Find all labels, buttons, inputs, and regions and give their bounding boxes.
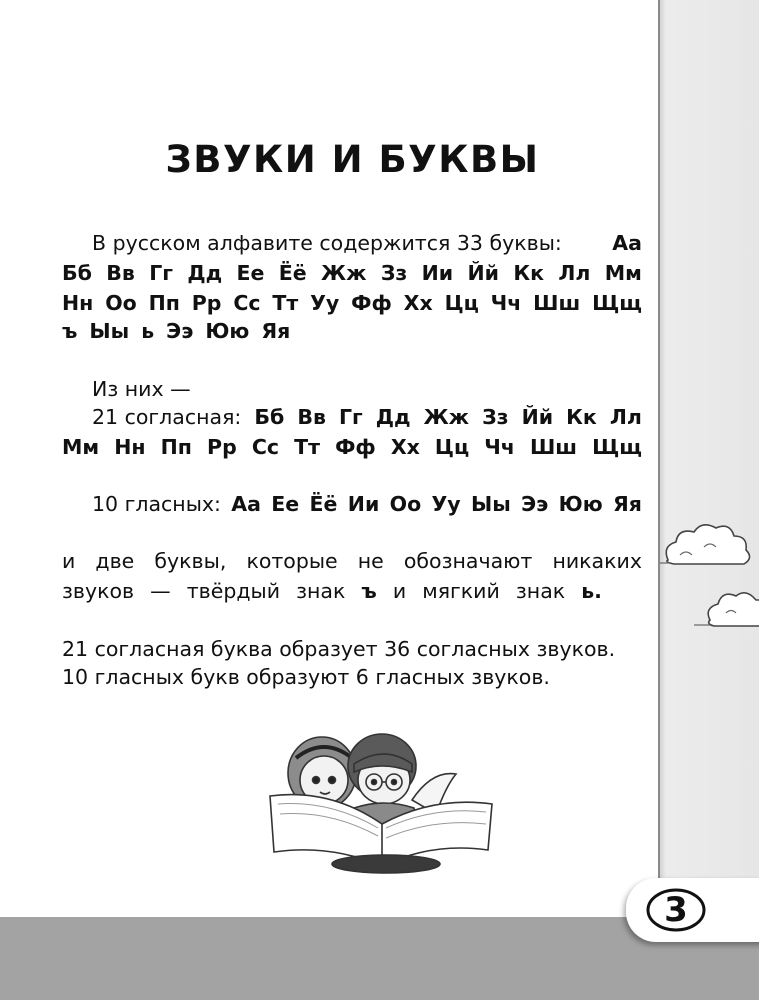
letter-pair: ь <box>141 319 155 343</box>
letter-pair: Чч <box>484 435 515 459</box>
children-reading-illustration <box>262 728 502 878</box>
letter-pair: Зз <box>380 261 408 285</box>
letter-pair: Уу <box>310 291 340 315</box>
letter-pair: Уу <box>431 492 461 516</box>
letter-pair: Рр <box>207 435 237 459</box>
word: — <box>150 579 171 603</box>
letter-pair: Щщ <box>592 435 642 459</box>
word: и <box>392 579 407 603</box>
letter-pair: Ээ <box>521 492 549 516</box>
letter-pair: Гг <box>338 405 363 429</box>
hard-sign: ъ <box>361 579 377 603</box>
letter-pair: Бб <box>254 405 285 429</box>
letter-pair: Дд <box>375 405 411 429</box>
letter-pair: Рр <box>191 291 222 315</box>
letter-pair: Оо <box>105 291 137 315</box>
letter-pair: Мм <box>62 435 100 459</box>
intro-line-3 <box>62 288 642 318</box>
letter-pair: Ее <box>236 261 265 285</box>
letter-pair: Шш <box>529 435 578 459</box>
letter-pair: Кк <box>566 405 597 429</box>
intro-line-1 <box>92 228 642 258</box>
letter-pair: Жж <box>423 405 470 429</box>
letter-pair: ъ <box>62 319 78 343</box>
letter-pair: Оо <box>389 492 422 516</box>
word: звуков <box>62 579 135 603</box>
word: которые <box>246 549 338 573</box>
letter-pair: Сс <box>233 291 261 315</box>
consonants-label: 21 согласная: <box>92 405 242 429</box>
letter-pair: Аа <box>612 231 642 255</box>
letter-pair: Фф <box>351 291 392 315</box>
word: никаких <box>552 549 642 573</box>
letter-pair: Ыы <box>471 492 511 516</box>
word: буквы, <box>154 549 227 573</box>
letter-pair: Лл <box>609 405 642 429</box>
letter-pair: Дд <box>187 261 223 285</box>
letter-pair: Бб <box>62 261 92 285</box>
letter-pair: Жж <box>320 261 367 285</box>
letter-pair: Кк <box>513 261 545 285</box>
side-strip <box>658 0 759 1000</box>
letter-pair: Йй <box>521 405 554 429</box>
word: твёрдый <box>186 579 281 603</box>
letter-pair: Тт <box>272 291 299 315</box>
letter-pair: Пп <box>160 435 192 459</box>
word: мягкий <box>422 579 500 603</box>
letter-pair: Щщ <box>592 291 642 315</box>
soft-sign: ь. <box>581 579 602 603</box>
word: и <box>62 549 76 573</box>
consonants-line-2 <box>62 432 642 462</box>
letter-pair: Ее <box>271 492 300 516</box>
vowels-label: 10 гласных: <box>92 492 221 516</box>
letter-pair: Вв <box>297 405 326 429</box>
word: знак <box>296 579 346 603</box>
intro-text: В русском алфавите содержится 33 буквы: <box>92 231 562 255</box>
letter-pair: Ии <box>347 492 380 516</box>
letter-pair: Хх <box>390 435 420 459</box>
letter-pair: Ёё <box>309 492 338 516</box>
letter-pair: Аа <box>231 492 261 516</box>
of-them-line <box>92 374 642 404</box>
letter-pair: Цц <box>434 435 470 459</box>
signs-line-2 <box>62 576 602 606</box>
letter-pair: Ёё <box>278 261 307 285</box>
vowels-line <box>92 489 642 519</box>
letter-pair: Хх <box>403 291 433 315</box>
letter-pair: Фф <box>335 435 376 459</box>
letter-pair: Юю <box>558 492 603 516</box>
intro-line-4 <box>62 316 642 346</box>
letter-pair: Шш <box>533 291 581 315</box>
letter-pair: Сс <box>251 435 280 459</box>
consonants-line-1 <box>92 402 642 432</box>
letter-pair: Нн <box>114 435 146 459</box>
letter-pair: Пп <box>148 291 180 315</box>
word: обозначают <box>403 549 533 573</box>
intro-line-2 <box>62 258 642 288</box>
signs-line-1 <box>62 546 642 576</box>
of-them-text: Из них — <box>92 377 191 401</box>
letter-pair: Лл <box>558 261 591 285</box>
summary-line-2: 10 гласных букв образуют 6 гласных звуков. <box>62 665 550 689</box>
letter-pair: Зз <box>482 405 509 429</box>
letter-pair: Юю <box>205 319 250 343</box>
word: знак <box>515 579 566 603</box>
summary-line-1: 21 согласная буква образует 36 согласных звуков. <box>62 637 616 661</box>
word: две <box>95 549 135 573</box>
letter-pair: Цц <box>444 291 479 315</box>
page-number-badge <box>645 886 707 934</box>
letter-pair: Яя <box>612 492 642 516</box>
letter-pair: Ыы <box>89 319 130 343</box>
clouds-illustration <box>660 515 759 655</box>
letter-pair: Гг <box>149 261 173 285</box>
letter-pair: Ии <box>421 261 454 285</box>
letter-pair: Ээ <box>166 319 194 343</box>
letter-pair: Йй <box>467 261 500 285</box>
word: не <box>357 549 384 573</box>
letter-pair: Мм <box>604 261 642 285</box>
letter-pair: Тт <box>294 435 320 459</box>
letter-pair: Чч <box>490 291 522 315</box>
page-title: ЗВУКИ И БУКВЫ <box>165 138 540 181</box>
letter-pair: Нн <box>62 291 94 315</box>
letter-pair: Вв <box>106 261 135 285</box>
page-number: 3 <box>664 890 688 930</box>
letter-pair: Яя <box>261 319 291 343</box>
